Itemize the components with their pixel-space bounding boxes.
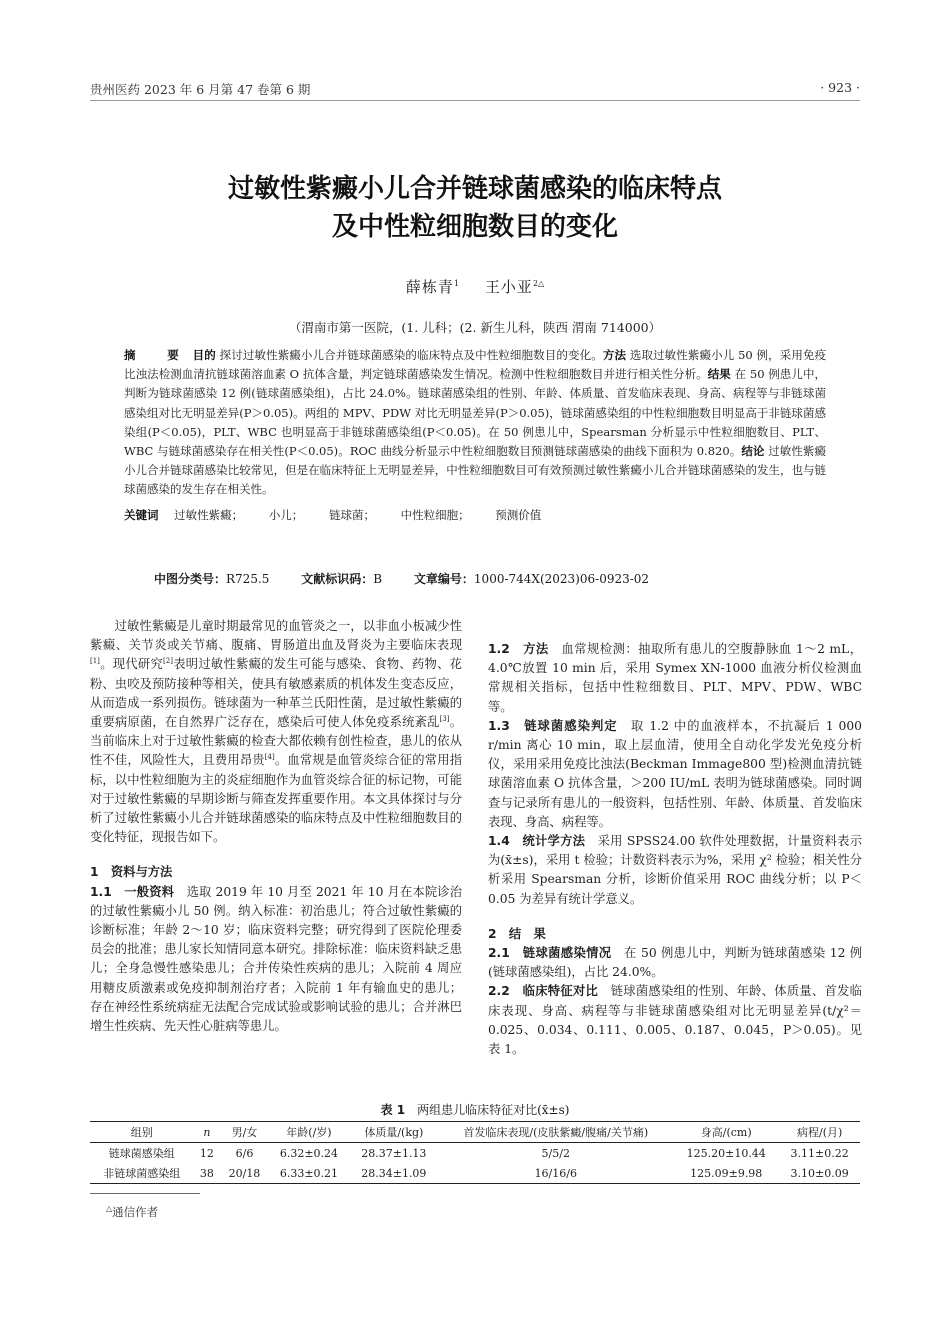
- footnote-mark: △: [106, 1204, 113, 1214]
- results-label: 结果: [707, 367, 731, 382]
- table-cell: 6/6: [235, 1146, 254, 1160]
- intro-text: 表明过敏性紫癜的发生可能与感染、食物、药物、花粉、虫咬及预防接种等相关，使具有敏感素质的机体发生变态反应，从而造成一系列损伤。链球菌为一种革兰氏阳性菌，是过敏性紫癜的重要病原菌，在自然界广泛存在，感染后可使人体免疫系统紊乱: [90, 657, 462, 730]
- keywords-row: [124, 506, 826, 525]
- abstract: [124, 346, 826, 525]
- author-name: 王小亚: [484, 278, 533, 296]
- journal-citation: 贵州医药 2023 年 6 月第 47 卷第 6 期: [90, 82, 311, 97]
- keyword: 过敏性紫癜；: [174, 507, 244, 522]
- table-header-cell: 首发临床表现/(皮肤紫癜/腹痛/关节痛): [463, 1126, 649, 1139]
- table-cell: 5/5/2: [541, 1146, 570, 1160]
- intro-text: 。当前临床上对于过敏性紫癜的检查大都依赖有创性检查，患儿的依从性不佳，风险性大，且费用昂贵: [90, 715, 462, 768]
- citation: [2]: [163, 657, 173, 666]
- table-header-cell: 男/女: [231, 1126, 258, 1139]
- table-cell: 125.09±9.98: [690, 1166, 763, 1180]
- section-heading: 2 结 果: [488, 926, 546, 941]
- table-title: 两组患儿临床特征对比(x̄±s): [417, 1103, 570, 1117]
- doc-code-label: 文献标识码：: [301, 572, 374, 586]
- keywords-label: 关键词: [124, 507, 159, 522]
- results-text: 在 50 例患儿中，判断为链球菌感染 12 例(链球菌感染组)，占比 24.0%。链球菌感染组的性别、年龄、体质量、首发临床表现、身高、病程等与非链球菌感染组对比无明显差异(P＞0.05)。两组的 MPV、PDW 对比无明显差异(P＞0.05)，链球菌感染组的中性粒细胞数目明显高于非链球菌感染组(P＜0.05)，PLT、WBC 也明显高于非链球菌感染组(P＜0.05)。在 50 例患儿中，Spearsman 分析显示中性粒细胞数目、PLT、WBC 与链球菌感染存在相关性(P＜0.05)。ROC 曲线分析显示中性粒细胞数目预测链球菌感染的曲线下面积为 0.820。: [124, 367, 827, 459]
- table-cell: 非链球菌感染组: [103, 1167, 181, 1180]
- author-affiliation-mark: 2△: [532, 279, 545, 288]
- intro-text: 。血常规是血管炎综合征的常用指标，以中性粒细胞为主的炎症细胞作为血管炎综合征的标记物，可能对于过敏性紫癜的早期诊断与筛查发挥重要作用。本文具体探讨与分析了过敏性紫癜小儿合并链球菌感染的临床特点及中性粒细胞数目的变化特征，现报告如下。: [90, 753, 462, 845]
- table-cell: 6.32±0.24: [279, 1146, 339, 1160]
- table-label: 表 1: [380, 1103, 406, 1117]
- subsection-label: 1.1 一般资料: [90, 884, 175, 899]
- table-cell: 3.10±0.09: [790, 1166, 849, 1180]
- subsection-label: 2.1 链球菌感染情况: [488, 946, 612, 961]
- header-divider: [90, 100, 860, 101]
- subsection-text: 取 1.2 中的血液样本，不抗凝后 1 000 r/min 离心 10 min，取上层血清，使用全自动化学发光免疫分析仪，采用采用免疫比浊法(Beckman Immage800 型)检测血清抗链球菌溶血素 O 抗体含量，＞200 IU/mL 表明为链球菌感染。同时调查与记录所有患儿的一般资料，包括性别、年龄、体质量、首发临床表现、身高、病程等。: [488, 718, 862, 829]
- table-header-cell: 病程/(月): [797, 1126, 843, 1139]
- subsection-1-3: [488, 717, 862, 832]
- table-cell: 38: [199, 1166, 214, 1180]
- subsection-label: 2.2 临床特征对比: [488, 984, 599, 999]
- clc-value: R725.5: [226, 572, 270, 586]
- intro-paragraph: [90, 617, 462, 847]
- table-row: [90, 1163, 860, 1184]
- methods-label: 方法: [602, 348, 627, 362]
- table-row: [90, 1143, 860, 1164]
- subsection-1-4: [488, 832, 862, 909]
- intro-text: 。现代研究: [99, 657, 164, 672]
- conclusion-text: 过敏性紫癜小儿合并链球菌感染比较常见，但是在临床特征上无明显差异，中性粒细胞数目可有效预测过敏性紫癜小儿合并链球菌感染的发生，也与链球菌感染的发生存在相关性。: [124, 444, 827, 497]
- table-cell: 3.11±0.22: [790, 1146, 849, 1160]
- right-column: [488, 640, 862, 1059]
- title-line-2: 及中性粒细胞数目的变化: [331, 212, 618, 242]
- footnote-divider: [90, 1193, 200, 1194]
- author-name: 薛栋青: [405, 278, 454, 296]
- clinical-features-table: [90, 1121, 860, 1184]
- footnote: [106, 1204, 158, 1220]
- article-number-label: 文章编号：: [413, 572, 474, 586]
- table-header-cell: 组别: [130, 1126, 153, 1139]
- article-number-value: 1000-744X(2023)06-0923-02: [473, 572, 650, 586]
- table-caption: [90, 1101, 860, 1118]
- subsection-label: 1.4 统计学方法: [488, 834, 586, 849]
- methods-text: 选取过敏性紫癜小儿 50 例，采用免疫比浊法检测血清抗链球菌溶血素 O 抗体含量，判定链球菌感染发生情况。检测中性粒细胞数目并进行相关性分析。: [124, 348, 827, 382]
- table-cell: 12: [199, 1146, 214, 1160]
- article-title: [90, 170, 860, 246]
- table-cell: 28.37±1.13: [361, 1146, 427, 1160]
- author-affiliation-mark: 1: [453, 279, 459, 288]
- subsection-label: 1.3 链球菌感染判定: [488, 718, 618, 733]
- subsection-label: 1.2 方法: [488, 642, 549, 656]
- subsection-text: 链球菌感染组的性别、年龄、体质量、首发临床表现、身高、病程等与非链球菌感染组对比无明显差异(t/χ²＝0.025、0.034、0.111、0.005、0.187、0.045，P＞0.05)。见表 1。: [488, 984, 862, 1057]
- subsection-text: 选取 2019 年 10 月至 2021 年 10 月在本院诊治的过敏性紫癜小儿 50 例。纳入标准：初治患儿；符合过敏性紫癜的诊断标准；年龄 2～10 岁；临床资料完整；研究得到了医院伦理委员会的批准；患儿家长知情同意本研究。排除标准：临床资料缺乏患儿；全身急慢性感染患儿；合并传染性疾病的患儿；入院前 4 周应用糖皮质激素或免疫抑制剂治疗者；入院前 1 年有输血史的患儿；存在神经性系统病症无法配合完成试验或影响试验的患儿；合并淋巴增生性疾病、先天性心脏病等患儿。: [90, 884, 462, 1034]
- clc-label: 中图分类号：: [154, 572, 227, 586]
- objective-text: 探讨过敏性紫癜小儿合并链球菌感染的临床特点及中性粒细胞数目的变化。: [219, 348, 603, 362]
- left-column: [90, 617, 462, 1036]
- subsection-text: 血常规检测：抽取所有患儿的空腹静脉血 1～2 mL，4.0℃放置 10 min 后，采用 Symex XN-1000 血液分析仪检测血常规相关指标，包括中性粒细数目、PLT、MPV、PDW、WBC 等。: [488, 642, 862, 714]
- table-cell: 6.33±0.21: [279, 1166, 339, 1180]
- table-cell: 链球菌感染组: [108, 1147, 175, 1160]
- title-line-1: 过敏性紫癜小儿合并链球菌感染的临床特点: [227, 174, 722, 204]
- table-cell: 20/18: [228, 1166, 261, 1180]
- abstract-label: 摘 要: [124, 348, 189, 362]
- keyword: 小儿；: [268, 507, 304, 522]
- subsection-1-1: [90, 883, 462, 1037]
- subsection-1-2: [488, 640, 862, 717]
- table-cell: 28.34±1.09: [361, 1166, 427, 1180]
- page-number: · 923 ·: [820, 80, 860, 95]
- subsection-text: 采用 SPSS24.00 软件处理数据，计量资料表示为(x̄±s)，采用 t 检验；计数资料表示为%，采用 χ² 检验；相关性分析采用 Spearsman 分析，诊断价值采用 ROC 曲线分析；以 P＜0.05 为差异有统计学意义。: [488, 834, 862, 906]
- subsection-2-2: [488, 982, 862, 1059]
- table-header-cell: n: [203, 1125, 211, 1139]
- conclusion-label: 结论: [741, 444, 765, 459]
- footnote-text: 通信作者: [112, 1205, 159, 1219]
- table-header-cell: 年龄(/岁): [286, 1126, 332, 1139]
- citation: [3]: [439, 714, 450, 723]
- table-header-cell: 身高/(cm): [700, 1126, 752, 1139]
- subsection-2-1: [488, 944, 862, 982]
- affiliation: （渭南市第一医院，(1. 儿科；(2. 新生儿科，陕西 渭南 714000）: [288, 320, 662, 335]
- doc-code-value: B: [373, 572, 383, 586]
- objective-label: 目的: [192, 348, 216, 362]
- running-header: [90, 80, 860, 98]
- keyword: 链球菌；: [328, 507, 375, 522]
- citation: [4]: [264, 753, 275, 762]
- keyword: 预测价值: [495, 507, 542, 522]
- table-header-cell: 体质量/(kg): [364, 1126, 424, 1139]
- keyword: 中性粒细胞；: [400, 507, 470, 522]
- table-cell: 16/16/6: [534, 1166, 577, 1180]
- classification-row: [154, 570, 677, 587]
- section-heading: 1 资料与方法: [90, 865, 173, 880]
- table-header-row: [90, 1122, 860, 1143]
- table-cell: 125.20±10.44: [686, 1146, 766, 1160]
- citation: [1]: [90, 657, 100, 666]
- subsection-text: 在 50 例患儿中，判断为链球菌感染 12 例(链球菌感染组)，占比 24.0%。: [488, 946, 862, 980]
- author-list: [90, 276, 860, 297]
- intro-text: 过敏性紫癜是儿童时期最常见的血管炎之一，以非血小板减少性紫癜、关节炎或关节痛、腹痛、胃肠道出血及肾炎为主要临床表现: [90, 619, 462, 653]
